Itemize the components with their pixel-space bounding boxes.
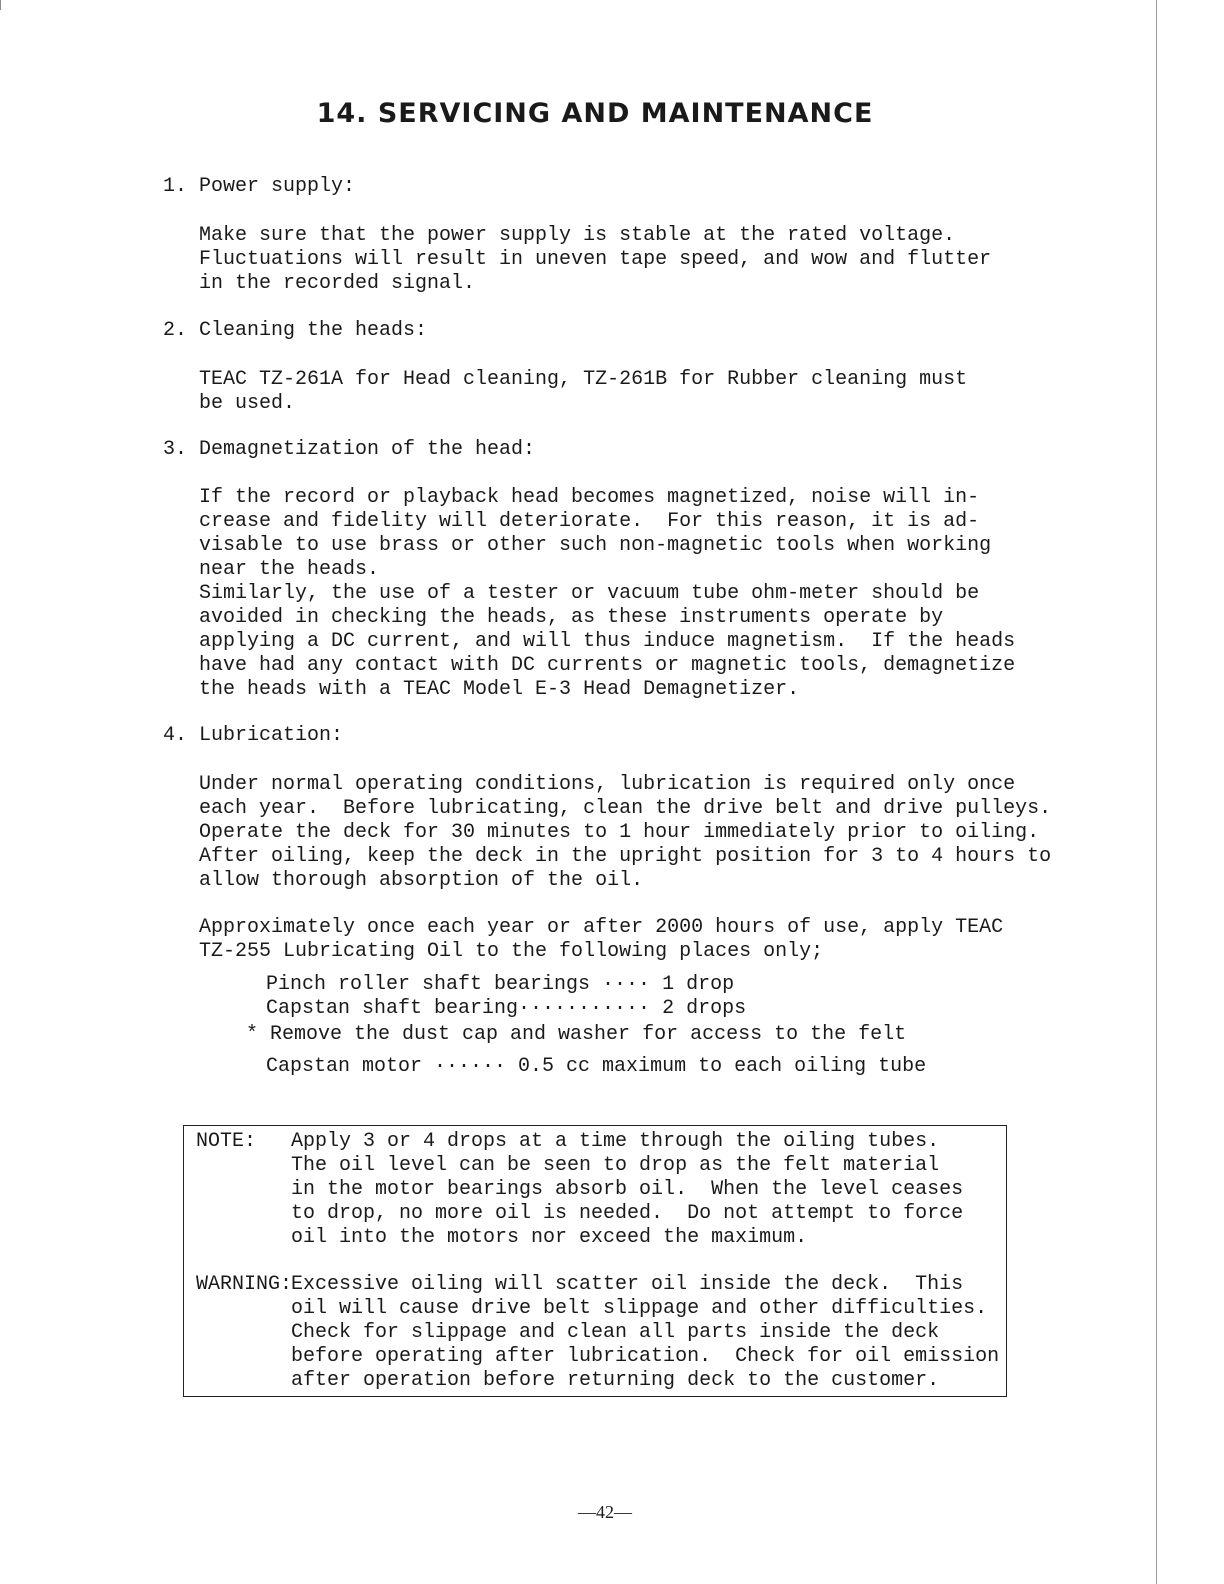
item-number: 1.: [163, 175, 188, 198]
power-supply-paragraph: Make sure that the power supply is stable at the rated voltage. Fluctuations will result in uneven tape speed, and wow and flutter in the recorded signal.: [199, 224, 992, 295]
item-number: 3.: [163, 438, 188, 461]
warning-label: WARNING:: [196, 1273, 293, 1296]
item-heading-lubrication: Lubrication:: [199, 724, 344, 747]
warning-text: oil will cause drive belt slippage and other difficulties. Check for slippage and clean all parts inside the deck before operating after lubrication. Check for oil emission after operation before returning deck to the customer.: [291, 1297, 1000, 1392]
item-heading-demagnetization: Demagnetization of the head:: [199, 438, 536, 461]
page-title: 14. SERVICING AND MAINTENANCE: [316, 98, 874, 129]
note-label: NOTE:: [196, 1130, 257, 1153]
item-number: 4.: [163, 724, 188, 747]
item-heading-cleaning: Cleaning the heads:: [199, 319, 428, 342]
lube-remove-note: * Remove the dust cap and washer for access to the felt: [246, 1023, 907, 1046]
item-heading-power-supply: Power supply:: [199, 175, 356, 198]
lube-point-capstan-shaft: Capstan shaft bearing··········· 2 drops: [266, 997, 747, 1020]
lube-point-pinch-roller: Pinch roller shaft bearings ···· 1 drop: [266, 973, 735, 996]
lubrication-oil-paragraph: Approximately once each year or after 2000 hours of use, apply TEAC TZ-255 Lubricating Oil to the following places only;: [199, 916, 1004, 963]
item-number: 2.: [163, 319, 188, 342]
warning-first-line: Excessive oiling will scatter oil inside the deck. This: [291, 1273, 964, 1296]
lube-point-capstan-motor: Capstan motor ······ 0.5 cc maximum to each oiling tube: [266, 1055, 927, 1078]
demagnetization-paragraph: If the record or playback head becomes magnetized, noise will in- crease and fidelity will deteriorate. For this reason, it is ad- visable to use brass or other such non-magnetic tools when working near the heads. Similarly, the use of a tester or vacuum tube ohm-meter should be avoided in checking the heads, as these instruments operate by applying a DC current, and will thus induce magnetism. If the heads have had any contact with DC currents or magnetic tools, demagnetize the heads with a TEAC Model E-3 Head Demagnetizer.: [199, 486, 1016, 701]
cleaning-paragraph: TEAC TZ-261A for Head cleaning, TZ-261B for Rubber cleaning must be used.: [199, 368, 968, 415]
lubrication-paragraph: Under normal operating conditions, lubrication is required only once each year. Before lubricating, clean the drive belt and drive pulleys. Operate the deck for 30 minutes to 1 hour immediately prior to oiling. After oiling, keep the deck in the upright position for 3 to 4 hours to allow thorough absorption of the oil.: [199, 773, 1052, 892]
page-edge-rule: [1156, 0, 1157, 1584]
scan-edge-mark: [0, 0, 1, 10]
page-number: —42—: [578, 1502, 632, 1522]
note-text: Apply 3 or 4 drops at a time through the oiling tubes. The oil level can be seen to drop as the felt material in the motor bearings absorb oil. When the level ceases to drop, no more oil is needed. Do not attempt to force oil into the motors nor exceed the maximum.: [291, 1130, 964, 1249]
